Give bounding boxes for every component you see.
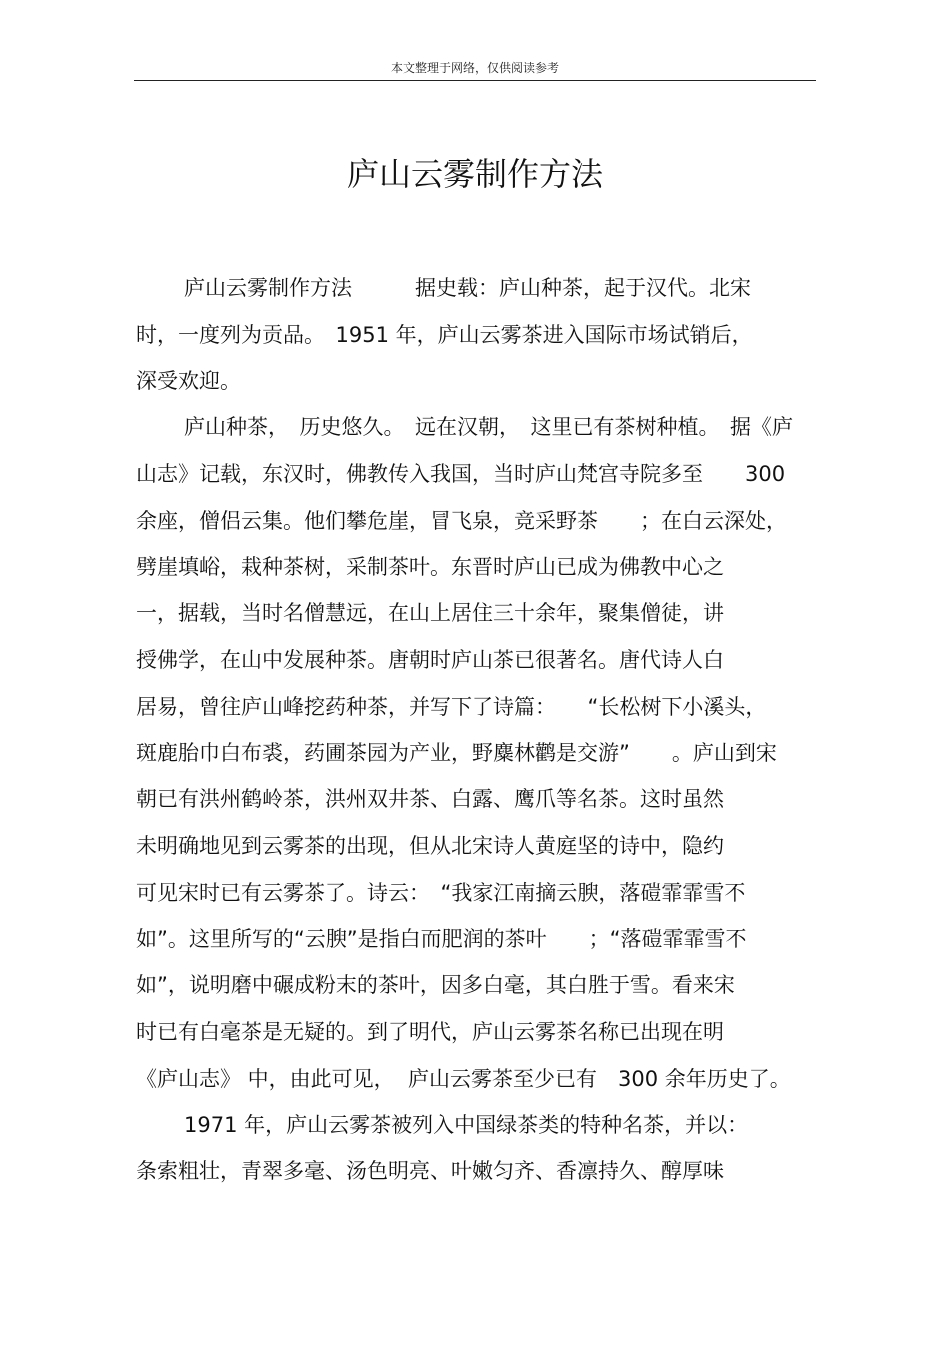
- body-line: 山志》记载，东汉时，佛教传入我国，当时庐山梵宫寺院多至 300: [136, 462, 786, 486]
- body-line: 1971 年，庐山云雾茶被列入中国绿茶类的特种名茶，并以：: [184, 1113, 749, 1137]
- body-line: 未明确地见到云雾茶的出现，但从北宋诗人黄庭坚的诗中，隐约: [136, 834, 724, 858]
- body-line: 余座，僧侣云集。他们攀危崖，冒飞泉，竞采野茶 ；在白云深处，: [136, 509, 787, 533]
- body-line: 深受欢迎。: [136, 369, 241, 393]
- body-line: 如”，说明磨中碾成粉末的茶叶，因多白毫，其白胜于雪。看来宋: [136, 973, 735, 997]
- body-line: 居易，曾往庐山峰挖药种茶，并写下了诗篇： “长松树下小溪头，: [136, 695, 767, 719]
- document-title: 庐山云雾制作方法: [346, 155, 603, 193]
- body-line: 如”。这里所写的“云腴”是指白而肥润的茶叶 ；“落磑霏霏雪不: [136, 927, 747, 951]
- body-line: 条索粗壮，青翠多毫、汤色明亮、叶嫩匀齐、香凛持久、醇厚味: [136, 1159, 724, 1183]
- body-line: 可见宋时已有云雾茶了。诗云： “我家江南摘云腴，落磑霏霏雪不: [136, 881, 746, 905]
- body-line: 时，一度列为贡品。 1951 年，庐山云雾茶进入国际市场试销后，: [136, 323, 753, 347]
- body-line: 劈崖填峪，栽种茶树，采制茶叶。东晋时庐山已成为佛教中心之: [136, 555, 724, 579]
- body-line: 庐山种茶， 历史悠久。 远在汉朝， 这里已有茶树种植。 据《庐: [184, 415, 793, 439]
- body-line: 一，据载，当时名僧慧远，在山上居住三十余年，聚集僧徒，讲: [136, 601, 724, 625]
- header-note: 本文整理于网络，仅供阅读参考: [390, 61, 559, 75]
- body-line: 庐山云雾制作方法 据史载：庐山种茶，起于汉代。北宋: [184, 276, 751, 300]
- body-line: 时已有白毫茶是无疑的。到了明代，庐山云雾茶名称已出现在明: [136, 1020, 724, 1044]
- header-divider: [134, 80, 816, 81]
- body-line: 斑鹿胎巾白布裘，药圃茶园为产业，野麋林鹳是交游” 。庐山到宋: [136, 741, 777, 765]
- body-line: 朝已有洪州鹤岭茶，洪州双井茶、白露、鹰爪等名茶。这时虽然: [136, 787, 724, 811]
- body-line: 授佛学，在山中发展种茶。唐朝时庐山茶已很著名。唐代诗人白: [136, 648, 724, 672]
- body-line: 《庐山志》 中，由此可见， 庐山云雾茶至少已有 300 余年历史了。: [136, 1067, 791, 1091]
